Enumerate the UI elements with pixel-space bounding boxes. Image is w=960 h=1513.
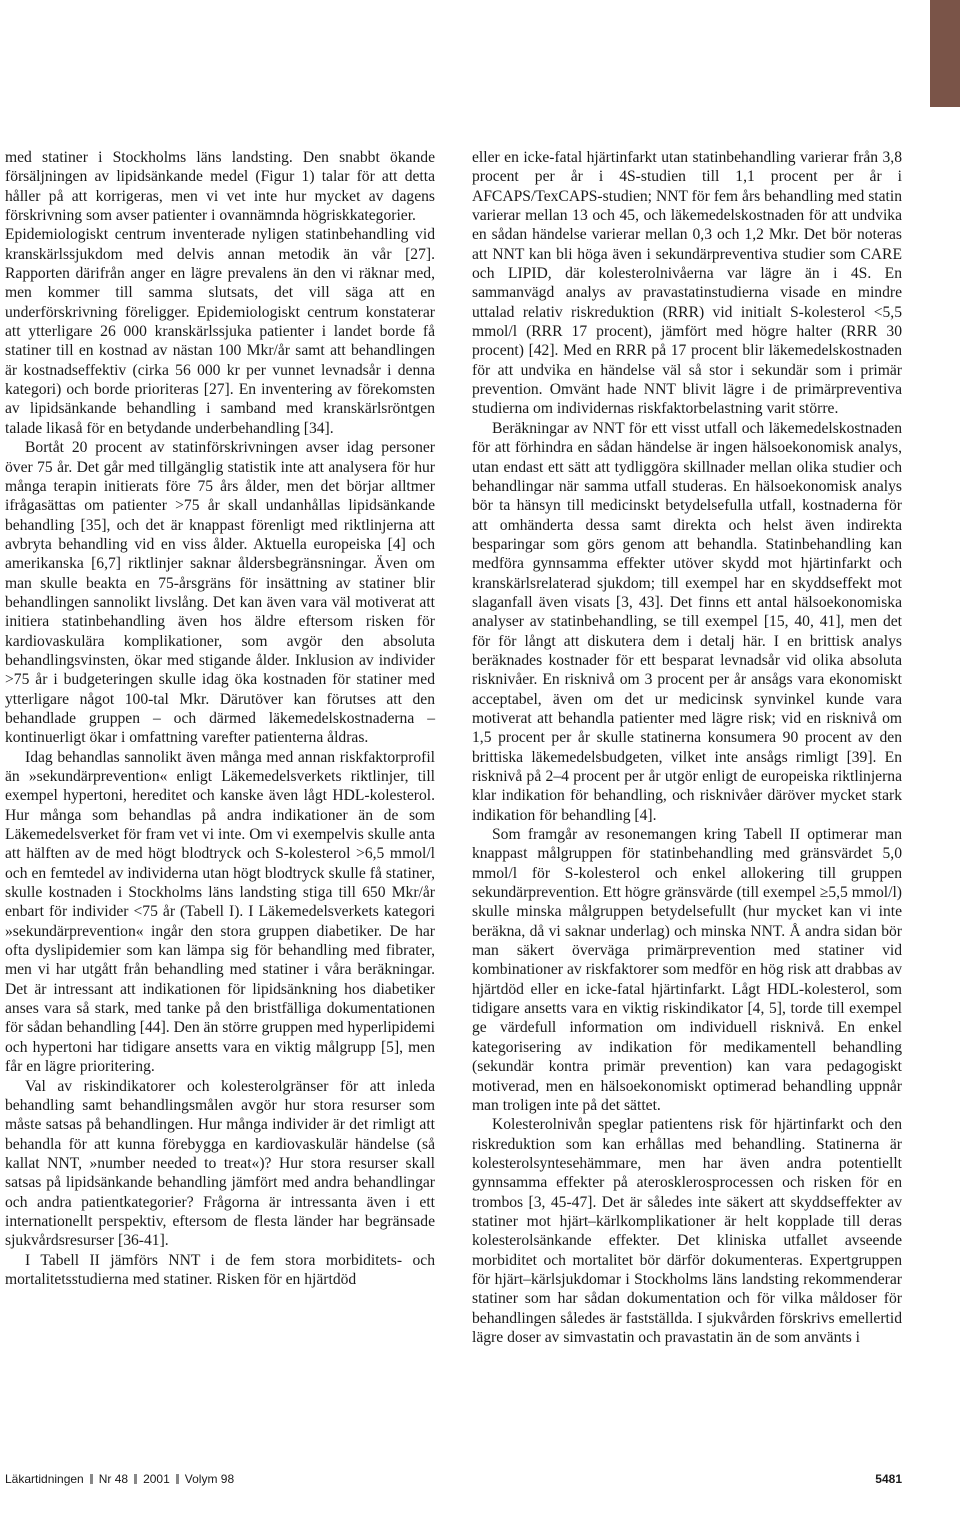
- left-paragraph-1: med statiner i Stockholms läns landsting. Den snabbt ökande försäljningen av lipidsänkande medel (Figur 1) talar för att detta håller på att korrigeras, men vi vet inte hur mycket av dagens förskrivning som avser patienter i ovannämnda högriskkategorier.: [5, 149, 435, 225]
- left-paragraph-5: Val av riskindikatorer och kolesterolgränser för att inleda behandling samt behandlingsmålen avgör hur stora resurser som måste satsas på behandlingen. Hur många individer är det rimligt att behandla för att kunna förebygga en kardiovaskulär händelse (så kallat NNT, »number needed to treat«)? Hur stora resurser skall satsas på lipidsänkande behandling jämfört med andra behandlingar och andra patientkategorier? Frågorna är intressanta även i ett internationellt perspektiv, eftersom de flesta länder har begränsade sjukvårdsresurser [36-41].: [5, 1077, 435, 1250]
- corner-color-bar: [930, 0, 960, 107]
- footer-separator: [176, 1474, 179, 1484]
- right-paragraph-1: eller en icke-fatal hjärtinfarkt utan statinbehandling varierar från 3,8 procent per år i 4S-studien till 1,1 procent per år i AFCAPS/TexCAPS-studien; NNT för fem års behandling med statin varierar mellan 13 och 45, och läkemedelskostnaden för att undvika en sådan händelse varierar mellan 0,3 och 1,2 Mkr. Det bör noteras att NNT kan bli höga även i sekundärpreventiva studier som CARE och LIPID, där kolesterolnivåerna var lägre än i 4S. En sammanvägd analys av pravastatinstudierna visade en mindre uttalad relativ riskreduktion (RRR) vid initialt S-kolesterol <5,5 mmol/l (RRR 17 procent), jämfört med högre halter (RRR 30 procent) [42]. Med en RRR på 17 procent blir läkemedelskostnaden för att undvika en händelse väl så stor i sekundär som i primär prevention. Omvänt hade NNT blivit lägre i de primärpreventiva studierna om individernas riskfaktorbelastning varit större.: [472, 149, 902, 418]
- footer-issue: Nr 48: [98, 1472, 129, 1486]
- left-paragraph-3: Bortåt 20 procent av statinförskrivningen avser idag personer över 75 år. Det går med tillgänglig statistik inte att analysera för hur många terapin initierats före 75 års ålder, men det börjar alltmer ifrågasättas om patienter >75 år skall undanhållas lipidsänkande behandling [35], och det är knappast förenligt med riktlinjerna att avbryta behandling vid en viss ålder. Aktuella europeiska [4] och amerikanska [6,7] riktlinjer saknar åldersbegränsningar. Även om man skulle beakta en 75-årsgräns för insättning av statiner blir behandlingen sannolikt livslång. Det kan även vara väl motiverat att initiera statinbehandling även hos äldre eftersom risken för kardiovaskulära komplikationer, som avgör den absoluta behandlingsvinsten, ökar med stigande ålder. Inklusion av individer >75 år i budgeteringen skulle idag öka kostnaden för statiner med ytterligare något 100-tal Mkr. Därutöver kan förutses att den behandlade gruppen – och därmed läkemedelskostnaderna – kontinuerligt ökar i omfattning varefter patienterna åldras.: [5, 439, 435, 747]
- footer-separator: [134, 1474, 137, 1484]
- right-column: [472, 148, 902, 1347]
- right-paragraph-3: Som framgår av resonemangen kring Tabell II optimerar man knappast målgruppen för statinbehandling med gränsvärdet 5,0 mmol/l för S-kolesterol och enkel allokering till gruppen sekundärprevention. Ett högre gränsvärde (till exempel ≥5,5 mmol/l) skulle minska målgruppen betydelsefullt (hur mycket kan vi inte beräkna, då vi saknar underlag) och minska NNT. Å andra sidan bör man säkert överväga primärprevention med statiner vid kombinationer av riskfaktorer som medför en hög risk att drabbas av hjärtdöd eller en icke-fatal hjärtinfarkt. Lågt HDL-kolesterol, som tidigare ansetts vara en viktig riskindikator [4, 5], torde till exempel ge värdefull information om individuell risknivå. En enkel kategorisering av indikation för medikamentell behandling (sekundär kontra primär prevention) kan vara pedagogiskt motiverad, men en hälsoekonomiskt optimerad behandling uppnår man troligen inte på det sättet.: [472, 826, 902, 1114]
- footer-year: 2001: [143, 1472, 170, 1486]
- left-paragraph-6: I Tabell II jämförs NNT i de fem stora morbiditets- och mortalitetsstudierna med statiner. Risken för en hjärtdöd: [5, 1251, 435, 1288]
- left-paragraph-2: Epidemiologiskt centrum inventerade nyligen statinbehandling vid kranskärlssjukdom med delvis annan metodik än vår [27]. Rapporten därifrån anger en lägre prevalens än den vi räknar med, men kommer till samma slutsats, det vill säga att en underförskrivning föreligger. Epidemiologiskt centrum konstaterar att ytterligare 26 000 kranskärlssjuka patienter i landet borde få statiner till en kostnad av nästan 100 Mkr/år samt att behandlingen är kostnadseffektiv (cirka 56 000 kr per vunnet levnadsår i denna kategori) och borde prioriteras [27]. En inventering av förekomsten av lipidsänkande behandling i samband med kranskärlsröntgen talade likaså för en betydande underbehandling [34].: [5, 226, 435, 437]
- left-paragraph-4: Idag behandlas sannolikt även många med annan riskfaktorprofil än »sekundärprevention« enligt Läkemedelsverkets riktlinjer, till exempel hypertoni, hereditet och kanske även lågt HDL-kolesterol. Hur många som behandlas på andra indikationer än de som Läkemedelsverket för fram vet vi inte. Om vi exempelvis skulle anta att hälften av de med högt blodtryck och S-kolesterol >6,5 mmol/l och en femtedel av individerna utan högt blodtryck skulle få statiner, skulle kostnaden i Stockholms läns landsting stiga till 650 Mkr/år enbart för individer <75 år (Tabell I). I Läkemedelsverkets kategori »sekundärprevention« ingår den stora gruppen diabetiker. De har ofta dyslipidemier som kan lämpa sig för behandling med fibrater, men vi har utgått från behandling med statiner i våra beräkningar. Det är intressant att indikationen för lipidsänkning hos diabetiker anses vara så stark, med tanke på den bristfälliga dokumentationen för sådan behandling [44]. Den än större gruppen med hyperlipidemi och hypertoni har tidigare ansetts vara en viktig målgrupp [5], men får en lägre prioritering.: [5, 748, 435, 1076]
- right-paragraph-2: Beräkningar av NNT för ett visst utfall och läkemedelskostnaden för att förhindra en sådan händelse är ingen hälsoekonomisk analys, utan endast ett sätt att tydliggöra skillnader mellan olika studier och behandlingar när samma utfall studeras. En hälsoekonomisk analys bör ta hänsyn till medicinskt betydelsefulla utfall, kostnaderna för att omhänderta dessa samt direkta och helst även indirekta besparingar som görs genom att behandla. Statinbehandling kan medföra gynnsamma effekter utöver skydd mot hjärtinfarkt och kranskärlsrelaterad sjukdom; till exempel har en skyddseffekt mot slaganfall även visats [3, 43]. Det finns ett antal hälsoekonomiska analyser av statinbehandling, se till exempel [15, 40, 41], men det för för långt att diskutera dem i detalj här. I en brittisk analys beräknades kostnader för ett besparat levnadsår vid olika absoluta risknivåer. En risknivå om 3 procent per år ansågs vara ekonomiskt acceptabel, även om det ur medicinsk synvinkel kunde vara motiverat att behandla patienter med lägre risk; vid en risknivå om 1,5 procent per år skulle statinerna konsumera 90 procent av den brittiska läkemedelsbudgeten, vilket inte ansågs rimligt [39]. En risknivå på 2–4 procent per år utgör enligt de europeiska riktlinjerna klar indikation för behandling, och risknivåer däröver mycket stark indikation för behandling [4].: [472, 419, 902, 824]
- footer-journal-name: Läkartidningen: [5, 1472, 84, 1486]
- page-number: 5481: [875, 1472, 902, 1486]
- footer-journal-info: [5, 1472, 234, 1486]
- left-column: [5, 148, 435, 1289]
- right-paragraph-4: Kolesterolnivån speglar patientens risk för hjärtinfarkt och den riskreduktion som kan erhållas med behandling. Statinerna är kolesterolsyntesehämmare, men har även andra potentiellt gynnsamma effekter på aterosklerosprocessen och risken för en trombos [3, 45-47]. Det är således inte säkert att skyddseffekter av statiner mot hjärt–kärlkomplikationer är helt kopplade till deras kolesterolsänkande effekter. Det kliniska utfallet avseende morbiditet och mortalitet bör därför dokumenteras. Expertgruppen för hjärt–kärlsjukdomar i Stockholms läns landsting rekommenderar statiner som har sådan dokumentation och för vilka måldoser för behandlingen således är fastställda. I sjukvården förskrivs emellertid lägre doser av simvastatin och pravastatin än de som använts i: [472, 1116, 902, 1346]
- page-footer: [5, 1472, 902, 1486]
- footer-separator: [90, 1474, 93, 1484]
- footer-volume: Volym 98: [184, 1472, 235, 1486]
